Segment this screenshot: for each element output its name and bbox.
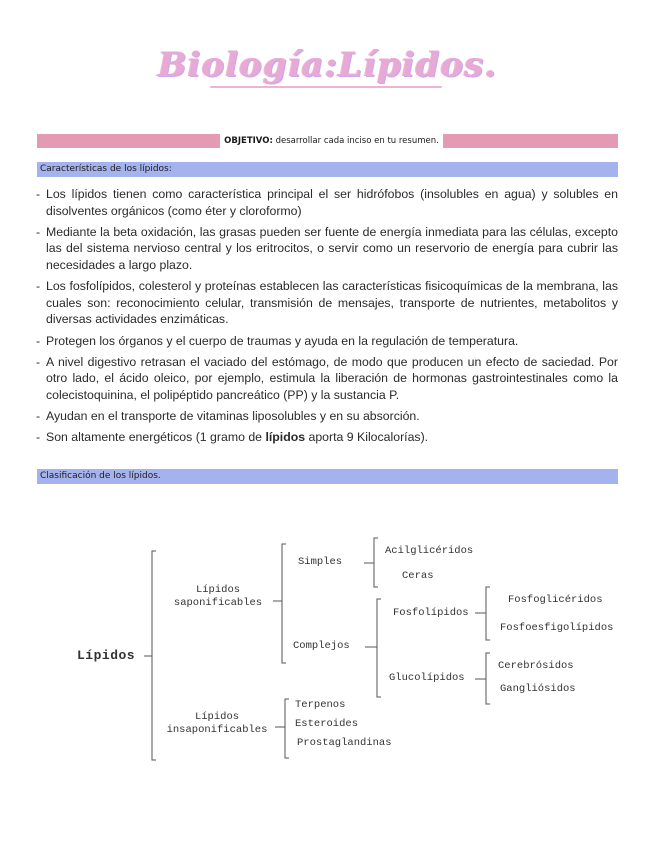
node-fosfolipidos: Fosfolípidos — [393, 607, 469, 619]
node-simples: Simples — [298, 556, 343, 568]
objective-label: OBJETIVO: — [224, 136, 273, 146]
bracket-fosfolipidos — [486, 587, 490, 640]
node-terpenos: Terpenos — [295, 699, 346, 711]
node-lipidos: Lípidos — [77, 648, 136, 663]
title-underline — [210, 86, 442, 88]
bracket-complejos — [377, 599, 381, 697]
bracket-saponificables — [282, 544, 286, 663]
node-insaponificables: Lípidos insaponificables — [166, 711, 268, 736]
bracket-insaponificables — [285, 699, 289, 758]
objective-row — [37, 134, 618, 148]
node-gangliosidos: Gangliósidos — [500, 683, 576, 695]
node-fosfogliceridos: Fosfoglicéridos — [508, 594, 603, 606]
node-glucolipidos: Glucolípidos — [389, 672, 465, 684]
list-item: - Son altamente energéticos (1 gramo de lípidos aporta 9 Kilocalorías). — [36, 430, 429, 445]
list-item: - Los lípidos tienen como característica principal el ser hidrófobos (insolubles en agua) y solubles en disolventes orgánicos (como éter y cloroformo) — [36, 187, 618, 218]
node-ceras: Ceras — [402, 570, 434, 582]
section-classification: Clasificación de los lípidos. — [37, 469, 618, 484]
list-item: - Ayudan en el transporte de vitaminas liposolubles y en su absorción. — [36, 409, 420, 424]
bracket-simples — [374, 538, 378, 587]
node-complejos: Complejos — [293, 640, 350, 652]
node-prostaglandinas: Prostaglandinas — [297, 737, 392, 749]
bracket-root — [152, 551, 156, 760]
section-characteristics: Características de los lípidos: — [37, 162, 618, 177]
node-esteroides: Esteroides — [295, 718, 359, 730]
page-title: Biología:Lípidos. — [157, 45, 498, 85]
objective-bar-right — [443, 134, 618, 148]
list-item: - Protegen los órganos y el cuerpo de traumas y ayuda en la regulación de temperatura. — [36, 333, 519, 348]
node-fosfoesfingolipidos: Fosfoesfigolípidos — [500, 622, 614, 634]
objective-text — [220, 134, 443, 148]
node-cerebrosidos: Cerebrósidos — [498, 660, 574, 672]
node-saponificables: Lípidos saponificables — [173, 584, 263, 609]
bracket-glucolipidos — [486, 653, 490, 704]
node-acilgliceridos: Acilglicéridos — [385, 545, 474, 557]
list-item: - A nivel digestivo retrasan el vaciado del estómago, de modo que producen un efecto de saciedad. Por otro lado, el ácido oleico, por ejemplo, estimula la liberación de hormonas gastrointestinales como la colecistoquinina, el polipéptido pancreático (PP) y la sustancia P. — [36, 354, 618, 402]
list-item: - Los fosfolípidos, colesterol y proteínas establecen las características fisicoquímicas de la membrana, las cuales son: reconocimiento celular, transmisión de mensajes, transporte de nutrientes, metabolitos y diversas actividades enzimáticas. — [36, 279, 618, 327]
list-item: - Mediante la beta oxidación, las grasas pueden ser fuente de energía inmediata para las células, excepto las del sistema nervioso central y los eritrocitos, o servir como un reservorio de energía para cubrir las necesidades a largo plazo. — [36, 224, 618, 272]
objective-instruction: desarrollar cada inciso en tu resumen. — [275, 136, 439, 146]
objective-bar-left — [37, 134, 220, 148]
characteristics-list — [36, 186, 618, 450]
